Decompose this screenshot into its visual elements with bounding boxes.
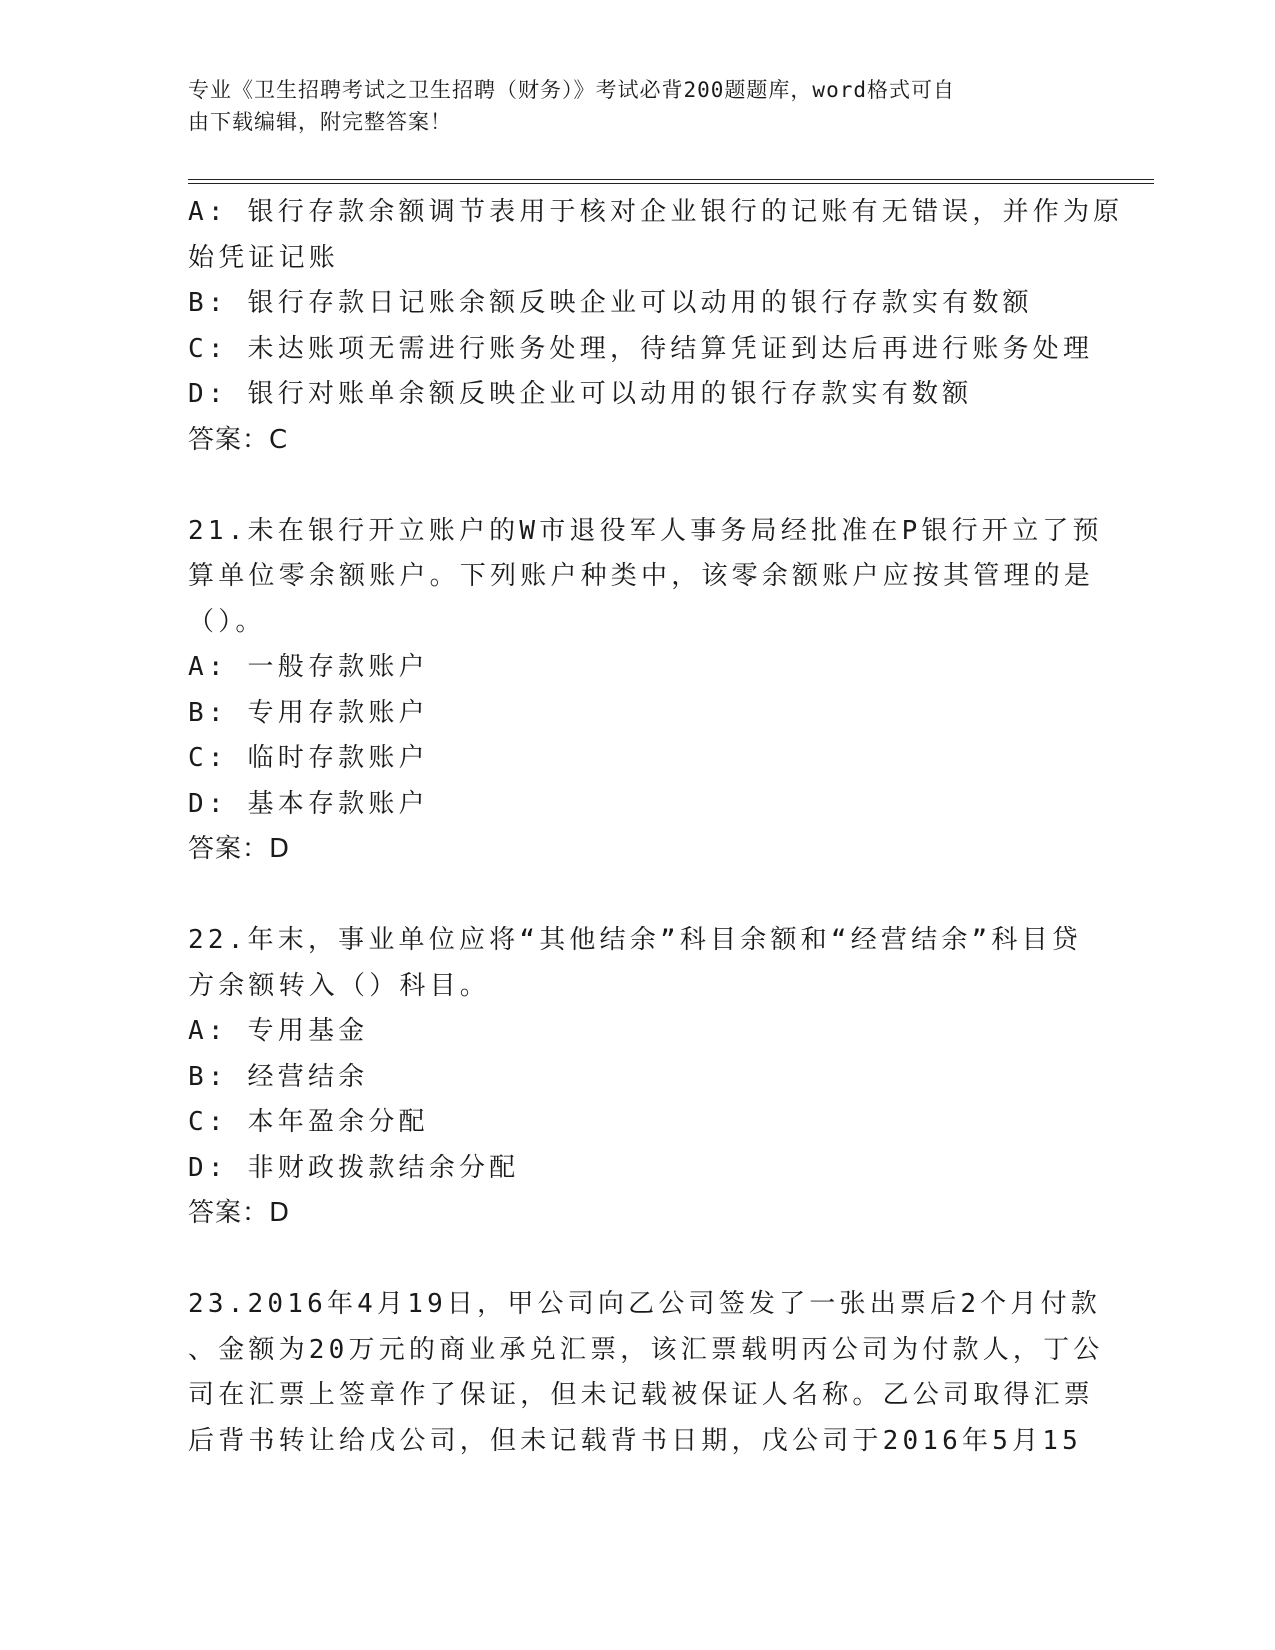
option-a-line-1: A: 银行存款余额调节表用于核对企业银行的记账有无错误，并作为原 [188,197,1124,227]
answer-label: 答案：D [188,834,291,864]
option-c: C: 未达账项无需进行账务处理，待结算凭证到达后再进行账务处理 [188,333,1094,364]
header-divider-top [188,179,1154,180]
question-22 [188,918,1082,1237]
answer-label: 答案：D [188,1198,291,1228]
option-b: B: 专用存款账户 [188,697,429,728]
question-spacer [188,463,1068,509]
option-a: A: 一般存款账户 [188,652,429,682]
question-stem-line-2: 算单位零余额账户。下列账户种类中，该零余额账户应按其管理的是 [188,561,1095,591]
answer-label: 答案：C [188,424,289,455]
question-stem-line-2: 方余额转入（）科目。 [188,970,491,1001]
question-20 [188,190,1124,463]
header-title-line-1: 专业《卫生招聘考试之卫生招聘（财务）》考试必背200题题库，word格式可自 [188,78,955,102]
header-title-line-2: 由下载编辑，附完整答案！ [188,110,452,134]
question-stem-line-1: 21.未在银行开立账户的W市退役军人事务局经批准在P银行开立了预 [188,515,1103,546]
question-stem-line-4: 后背书转让给戊公司，但未记载背书日期，戊公司于2016年5月15 [188,1425,1082,1456]
option-b: B: 经营结余 [188,1061,369,1092]
question-stem-line-1: 23.2016年4月19日，甲公司向乙公司签发了一张出票后2个月付款 [188,1289,1101,1319]
question-stem-line-2: 、金额为20万元的商业承兑汇票，该汇票载明丙公司为付款人，丁公 [188,1334,1104,1365]
question-stem-line-3: 司在汇票上签章作了保证，但未记载被保证人名称。乙公司取得汇票 [188,1380,1095,1410]
document-header [188,74,1108,138]
header-divider-bottom [188,183,1154,184]
option-b: B: 银行存款日记账余额反映企业可以动用的银行存款实有数额 [188,288,1033,318]
option-d: D: 基本存款账户 [188,788,429,819]
question-21 [188,509,1103,873]
option-a-line-2: 始凭证记账 [188,242,340,273]
question-23 [188,1282,1104,1464]
option-d: D: 银行对账单余额反映企业可以动用的银行存款实有数额 [188,379,973,409]
option-d: D: 非财政拨款结余分配 [188,1152,520,1183]
question-stem-line-3: （）。 [188,606,266,637]
question-spacer [188,873,1068,919]
question-spacer [188,1237,1068,1283]
question-stem-line-1: 22.年末，事业单位应将“其他结余”科目余额和“经营结余”科目贷 [188,925,1082,955]
question-list [188,190,1124,1464]
option-a: A: 专用基金 [188,1016,369,1046]
option-c: C: 临时存款账户 [188,743,429,773]
option-c: C: 本年盈余分配 [188,1107,429,1137]
